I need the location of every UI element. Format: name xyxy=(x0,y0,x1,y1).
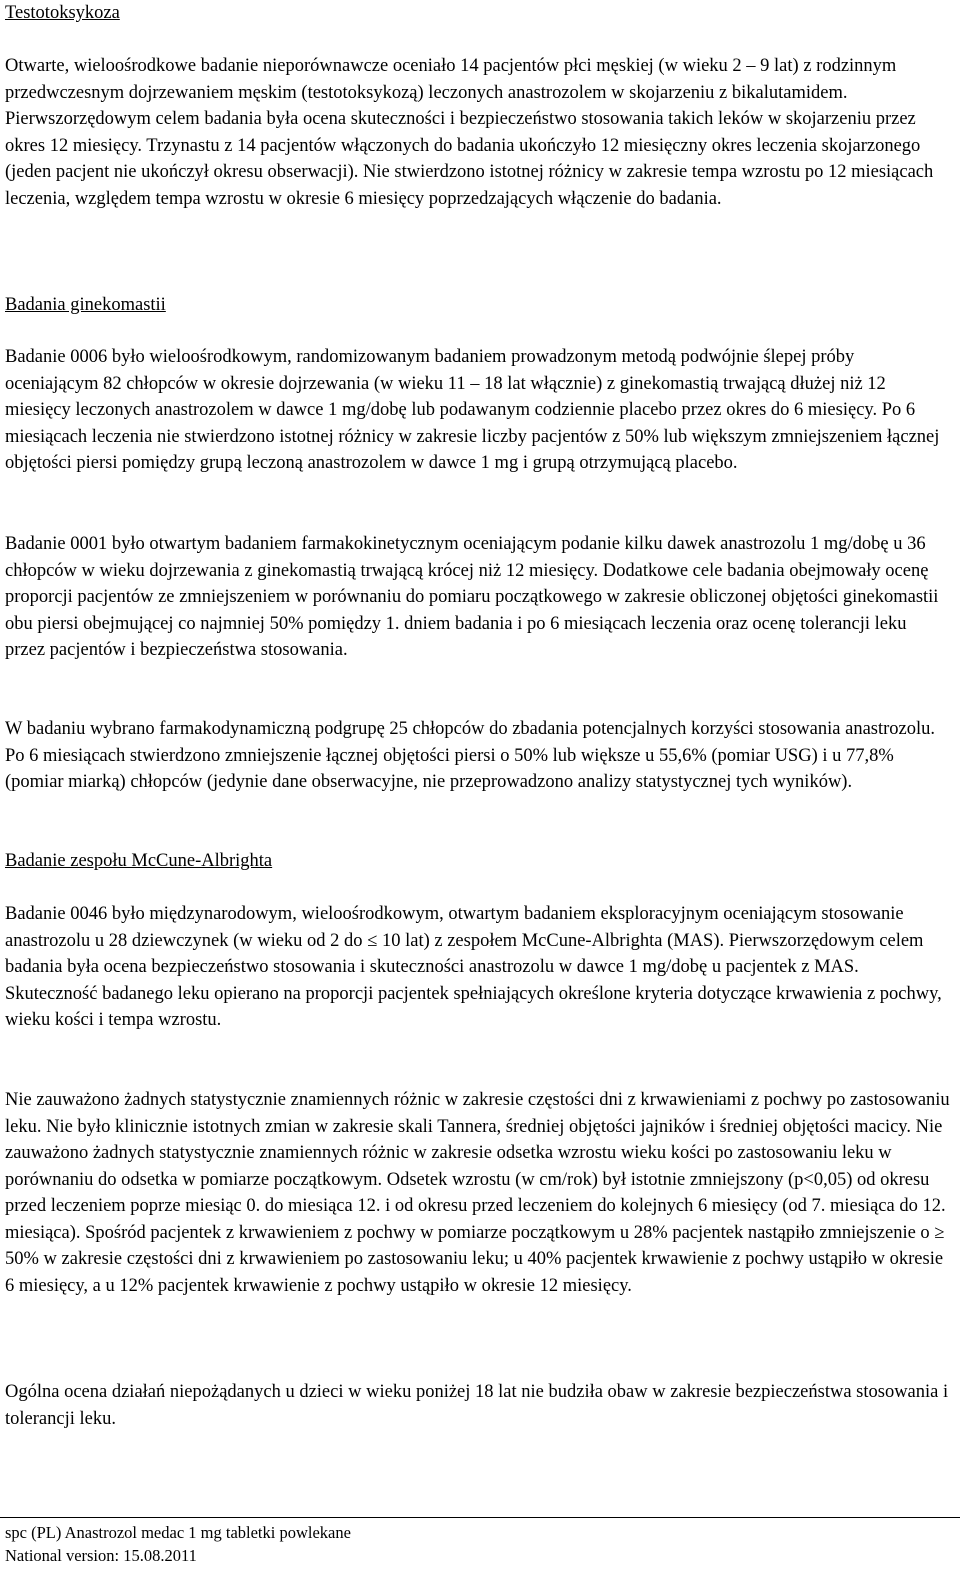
footer-version: National version: 15.08.2011 xyxy=(5,1546,197,1565)
paragraph-study-0006: Badanie 0006 było wieloośrodkowym, randomizowanym badaniem prowadzonym metodą podwójnie ślepej próby oceniającym 82 chłopców w okresie dojrzewania (w wieku 11 – 18 lat włącznie) z ginekomastią trwającą dłużej niż 12 miesięcy leczonych anastrozolem w dawce 1 mg/dobę lub podawanym codziennie placebo przez okres do 6 miesięcy. Po 6 miesiącach leczenia nie stwierdzono istotnej różnicy w zakresie liczby pacjentów z 50% lub większym zmniejszeniem łącznej objętości piersi pomiędzy grupą leczoną anastrozolem w dawce 1 mg i grupą otrzymującą placebo. xyxy=(5,347,940,473)
paragraph-mas-results: Nie zauważono żadnych statystycznie znamiennych różnic w zakresie częstości dni z krwawieniami z pochwy po zastosowaniu leku. Nie było klinicznie istotnych zmian w zakresie skali Tannera, średniej objętości jajników i średniej objętości macicy. Nie zauważono żadnych statystycznie znamiennych różnic w zakresie odsetka wzrostu wieku kości po zastosowaniu leku w porównaniu do odsetka w pomiarze początkowym. Odsetek wzrostu (w cm/rok) był istotnie zmniejszony (p<0,05) od okresu przed leczeniem poprze miesiąc 0. do miesiąca 12. i od okresu przed leczeniem do kolejnych 6 miesięcy (od 7. miesiąca do 12. miesiąca). Spośród pacjentek z krwawieniem z pochwy w pomiarze początkowym u 28% pacjentek nastąpiło zmniejszenie o ≥ 50% w zakresie częstości dni z krwawieniem po zastosowaniu leku; u 40% pacjentek krwawienie z pochwy ustąpiło w okresie 6 miesięcy, a u 12% pacjentek krwawienie z pochwy ustąpiło w okresie 12 miesięcy. xyxy=(5,1090,950,1296)
section-heading-mccune-albright: Badanie zespołu McCune-Albrighta xyxy=(5,851,273,871)
paragraph-study-0001: Badanie 0001 było otwartym badaniem farmakokinetycznym oceniającym podanie kilku dawek anastrozolu 1 mg/dobę u 36 chłopców w wieku dojrzewania z ginekomastią trwającą krócej niż 12 miesięcy. Dodatkowe cele badania obejmowały ocenę proporcji pacjentów ze zmniejszeniem w porównaniu do pomiaru początkowego w zakresie obliczonej objętości ginekomastii obu piersi obejmującej co najmniej 50% pomiędzy 1. dniem badania i po 6 miesiącach leczenia oraz ocenę tolerancji leku przez pacjentów i bezpieczeństwa stosowania. xyxy=(5,534,939,660)
section-heading-ginekomastia: Badania ginekomastii xyxy=(5,295,166,315)
paragraph-testotoksykoza: Otwarte, wieloośrodkowe badanie nieporównawcze oceniało 14 pacjentów płci męskiej (w wieku 2 – 9 lat) z rodzinnym przedwczesnym dojrzewaniem męskim (testotoksykozą) leczonych anastrozolem w skojarzeniu z bikalutamidem. Pierwszorzędowym celem badania była ocena skuteczności i bezpieczeństwo stosowania takich leków w skojarzeniu przez okres 12 miesięcy. Trzynastu z 14 pacjentów włączonych do badania ukończyło 12 miesięczny okres leczenia skojarzonego (jeden pacjent nie ukończył okresu obserwacji). Nie stwierdzono istotnej różnicy w zakresie tempa wzrostu po 12 miesiącach leczenia, względem tempa wzrostu w okresie 6 miesięcy poprzedzających włączenie do badania. xyxy=(5,56,934,209)
footer-product-name: spc (PL) Anastrozol medac 1 mg tabletki powlekane xyxy=(5,1523,351,1542)
paragraph-safety-summary: Ogólna ocena działań niepożądanych u dzieci w wieku poniżej 18 lat nie budziła obaw w zakresie bezpieczeństwa stosowania i tolerancji leku. xyxy=(5,1382,949,1429)
paragraph-pharmacodynamic-subgroup: W badaniu wybrano farmakodynamiczną podgrupę 25 chłopców do zbadania potencjalnych korzyści stosowania anastrozolu. Po 6 miesiącach stwierdzono zmniejszenie łącznej objętości piersi o 50% lub większe u 55,6% (pomiar USG) i u 77,8% (pomiar miarką) chłopców (jedynie dane obserwacyjne, nie przeprowadzono analizy statystycznej tych wyników). xyxy=(5,719,936,792)
paragraph-study-0046: Badanie 0046 było międzynarodowym, wieloośrodkowym, otwartym badaniem eksploracyjnym oceniającym stosowanie anastrozolu u 28 dziewczynek (w wieku od 2 do ≤ 10 lat) z zespołem McCune-Albrighta (MAS). Pierwszorzędowym celem badania była ocena bezpieczeństwo stosowania i skuteczności anastrozolu w dawce 1 mg/dobę u pacjentek z MAS. Skuteczność badanego leku opierano na proporcji pacjentek spełniających określone kryteria dotyczące krwawienia z pochwy, wieku kości i tempa wzrostu. xyxy=(5,904,942,1030)
footer-divider xyxy=(0,1517,960,1518)
page-footer xyxy=(5,1521,351,1567)
section-heading-testotoksykoza: Testotoksykoza xyxy=(5,3,120,23)
